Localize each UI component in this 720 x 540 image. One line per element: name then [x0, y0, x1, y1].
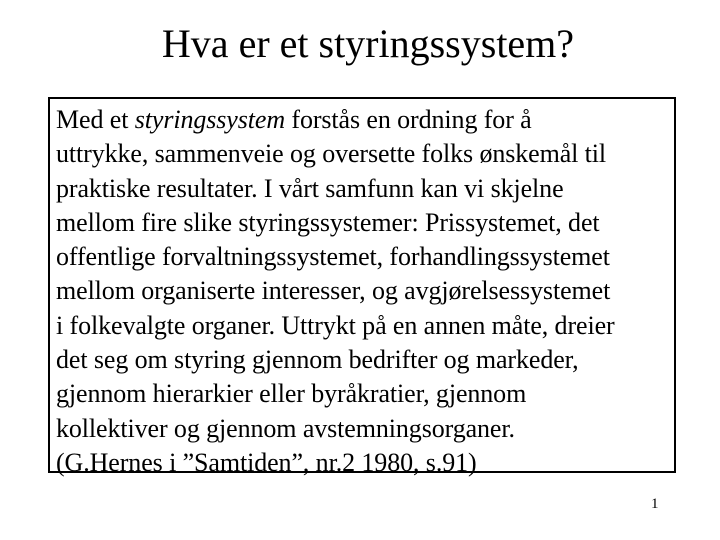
- quote-line: praktiske resultater. I vårt samfunn kan vi skjelne: [56, 173, 564, 203]
- quote-line: kollektiver og gjennom avstemningsorganer.: [56, 413, 515, 443]
- quote-line: gjennom hierarkier eller byråkratier, gjennom: [56, 379, 527, 409]
- quote-line: mellom fire slike styringssystemer: Prissystemet, det: [56, 207, 600, 237]
- quote-line-start: Med et: [56, 105, 135, 134]
- quote-text: [56, 103, 670, 480]
- quote-line: det seg om styring gjennom bedrifter og markeder,: [56, 345, 579, 375]
- quote-line: i folkevalgte organer. Uttrykt på en annen måte, dreier: [56, 310, 615, 340]
- quote-line-end: forstås en ordning for å: [285, 105, 532, 134]
- quote-line: offentlige forvaltningssystemet, forhandlingssystemet: [56, 242, 610, 272]
- quote-line: [56, 103, 670, 137]
- page-number: 1: [651, 496, 659, 512]
- quote-line: mellom organiserte interesser, og avgjørelsessystemet: [56, 276, 611, 306]
- citation-line: (G.Hernes i ”Samtiden”, nr.2 1980, s.91): [56, 447, 477, 477]
- styringssystem-term: styringssystem: [134, 105, 285, 134]
- quote-line: uttrykke, sammenveie og oversette folks ønskemål til: [56, 139, 607, 169]
- slide-title: Hva er et styringssystem?: [161, 21, 575, 66]
- quote-box: [48, 97, 676, 477]
